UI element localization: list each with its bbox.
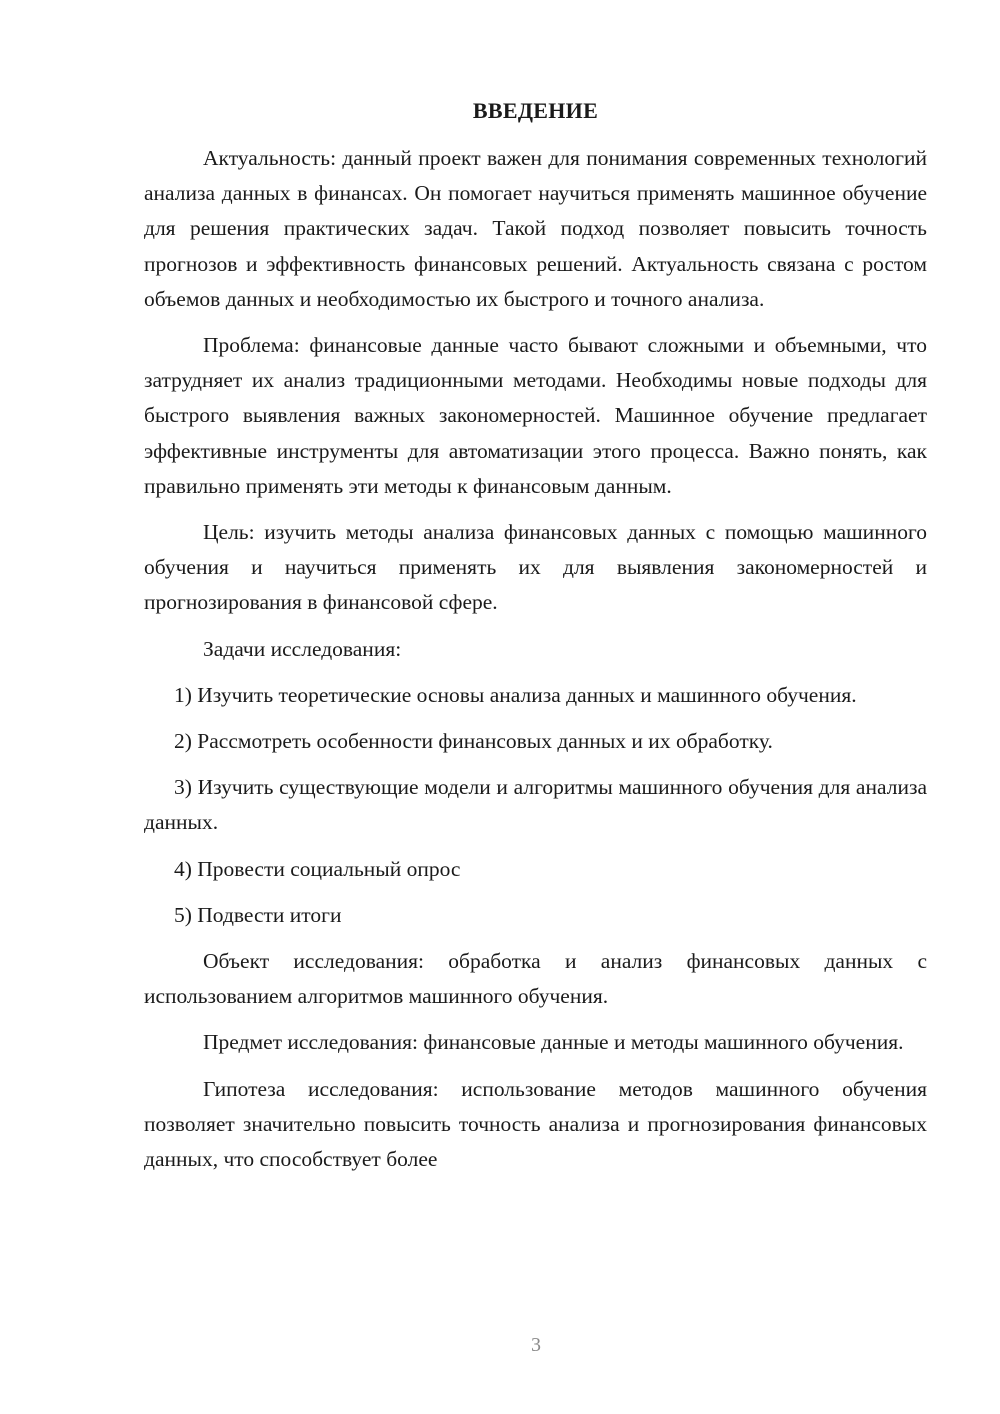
task-item-1: 1) Изучить теоретические основы анализа данных и машинного обучения. xyxy=(174,682,857,707)
task-item-5: 5) Подвести итоги xyxy=(174,902,342,927)
paragraph-relevance: Актуальность: данный проект важен для понимания современных технологий анализа данных в финансах. Он помогает научиться применять машинное обучение для решения практических задач. Такой подход позволяет повысить точность прогнозов и эффективность финансовых решений. Актуальность связана с ростом объемов данных и необходимостью их быстрого и точного анализа. xyxy=(144,146,927,311)
paragraph-goal: Цель: изучить методы анализа финансовых данных с помощью машинного обучения и научиться применять их для выявления закономерностей и прогнозирования в финансовой сфере. xyxy=(144,520,927,615)
task-item-4: 4) Провести социальный опрос xyxy=(174,856,461,881)
task-item-2: 2) Рассмотреть особенности финансовых данных и их обработку. xyxy=(174,729,773,754)
page-title: ВВЕДЕНИЕ xyxy=(472,98,599,123)
paragraph-subject: Предмет исследования: финансовые данные и методы машинного обучения. xyxy=(203,1030,904,1055)
paragraph-problem: Проблема: финансовые данные часто бывают сложными и объемными, что затрудняет их анализ традиционными методами. Необходимы новые подходы для быстрого выявления важных закономерностей. Машинное обучение предлагает эффективные инструменты для автоматизации этого процесса. Важно понять, как правильно применять эти методы к финансовым данным. xyxy=(144,333,927,498)
page-number: 3 xyxy=(531,1334,541,1356)
paragraph-object: Объект исследования: обработка и анализ финансовых данных с использованием алгоритмов машинного обучения. xyxy=(144,949,927,1009)
document-body xyxy=(144,141,927,1188)
paragraph-tasks-heading: Задачи исследования: xyxy=(203,636,402,661)
task-item-3: 3) Изучить существующие модели и алгоритмы машинного обучения для анализа данных. xyxy=(144,775,927,835)
paragraph-hypothesis: Гипотеза исследования: использование методов машинного обучения позволяет значительно повысить точность анализа и прогнозирования финансовых данных, что способствует более xyxy=(144,1076,927,1172)
